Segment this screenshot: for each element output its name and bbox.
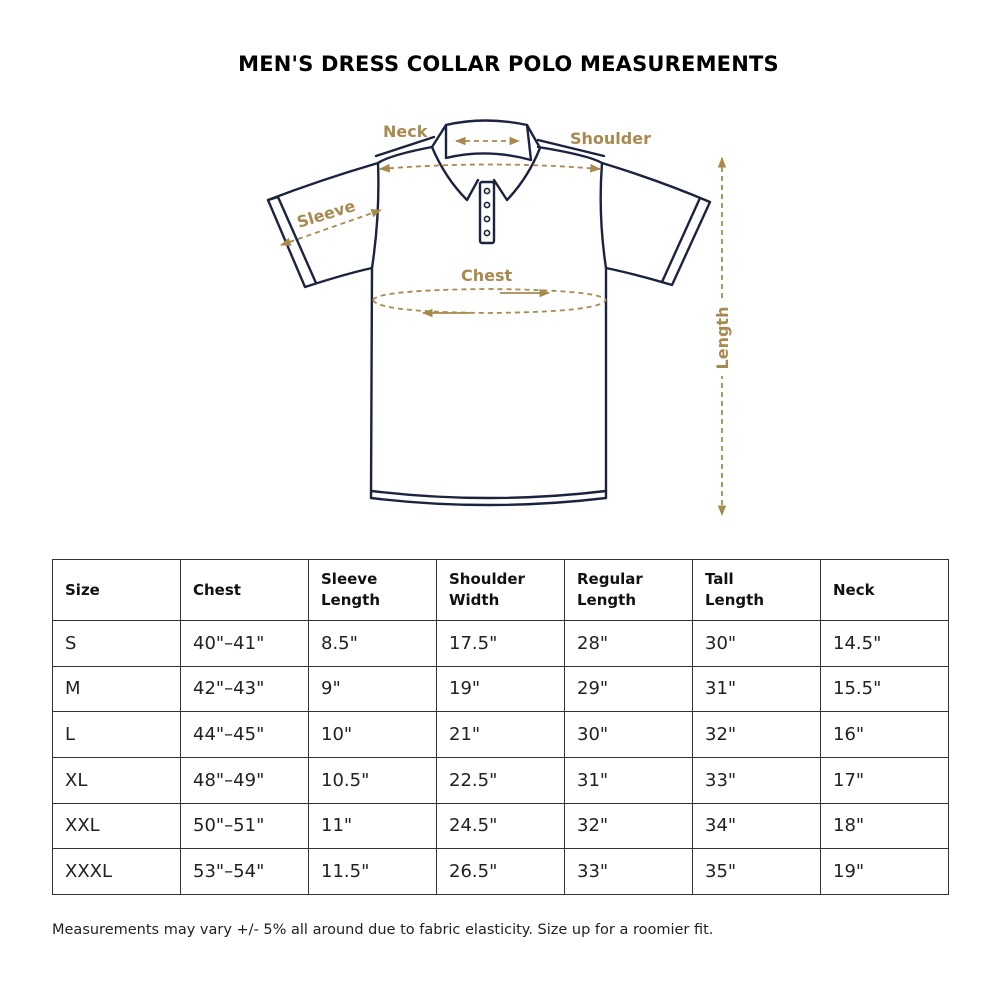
table-cell: 53"–54" [181,849,309,895]
table-cell: 31" [693,666,821,712]
table-cell: 19" [821,849,949,895]
button-icon [484,188,489,193]
neck-label: Neck [383,122,428,141]
header-regular-length: Regular Length [565,560,693,621]
table-row [53,666,949,712]
table-cell: 22.5" [437,757,565,803]
table-cell: 24.5" [437,803,565,849]
chest-label: Chest [461,266,513,285]
table-cell: 16" [821,712,949,758]
table-cell: 32" [693,712,821,758]
header-chest: Chest [181,560,309,621]
table-cell: 48"–49" [181,757,309,803]
table-cell: XXXL [53,849,181,895]
table-cell: 17.5" [437,621,565,667]
right-sleeve-cuff [662,198,700,282]
table-cell: 15.5" [821,666,949,712]
table-cell: 19" [437,666,565,712]
length-label: Length [713,306,732,370]
shirt-body-outline [371,147,606,505]
table-row [53,712,949,758]
table-cell: 50"–51" [181,803,309,849]
table-cell: 11" [309,803,437,849]
fit-disclaimer-note: Measurements may vary +/- 5% all around due to fabric elasticity. Size up for a roomier fit. [52,922,714,938]
table-row [53,757,949,803]
table-cell: 14.5" [821,621,949,667]
table-cell: 34" [693,803,821,849]
page-title: MEN'S DRESS COLLAR POLO MEASUREMENTS [238,52,779,76]
table-cell: 21" [437,712,565,758]
shirt-hem [372,491,606,498]
table-cell: 44"–45" [181,712,309,758]
sleeve-label: Sleeve [294,196,358,232]
table-cell: XXL [53,803,181,849]
table-cell: 30" [565,712,693,758]
table-cell: 40"–41" [181,621,309,667]
table-cell: 28" [565,621,693,667]
table-cell: 29" [565,666,693,712]
button-icon [484,230,489,235]
table-cell: 10.5" [309,757,437,803]
table-row [53,803,949,849]
collar-left-wing [432,125,478,200]
header-neck: Neck [821,560,949,621]
chest-measure-ellipse-bottom [373,300,606,313]
button-icon [484,216,489,221]
table-cell: 30" [693,621,821,667]
button-icon [484,202,489,207]
table-cell: 11.5" [309,849,437,895]
collar-right-wing [494,125,540,200]
table-cell: 42"–43" [181,666,309,712]
table-cell: 32" [565,803,693,849]
table-cell: 33" [565,849,693,895]
table-cell: M [53,666,181,712]
table-cell: S [53,621,181,667]
header-sleeve-length: Sleeve Length [309,560,437,621]
table-row [53,849,949,895]
header-shoulder-width: Shoulder Width [437,560,565,621]
table-cell: 9" [309,666,437,712]
table-cell: 10" [309,712,437,758]
table-cell: 17" [821,757,949,803]
table-cell: L [53,712,181,758]
table-cell: 8.5" [309,621,437,667]
size-chart-table [52,559,949,895]
shoulder-label: Shoulder [570,129,651,148]
table-cell: 31" [565,757,693,803]
table-cell: 26.5" [437,849,565,895]
chest-measure-ellipse-top [373,289,606,300]
table-header-row [53,560,949,621]
table-cell: 18" [821,803,949,849]
header-size: Size [53,560,181,621]
header-tall-length: Tall Length [693,560,821,621]
right-sleeve [602,163,710,285]
table-cell: 35" [693,849,821,895]
shoulder-measure-arrow [380,165,600,170]
table-row [53,621,949,667]
table-cell: XL [53,757,181,803]
table-cell: 33" [693,757,821,803]
left-sleeve [268,163,378,287]
